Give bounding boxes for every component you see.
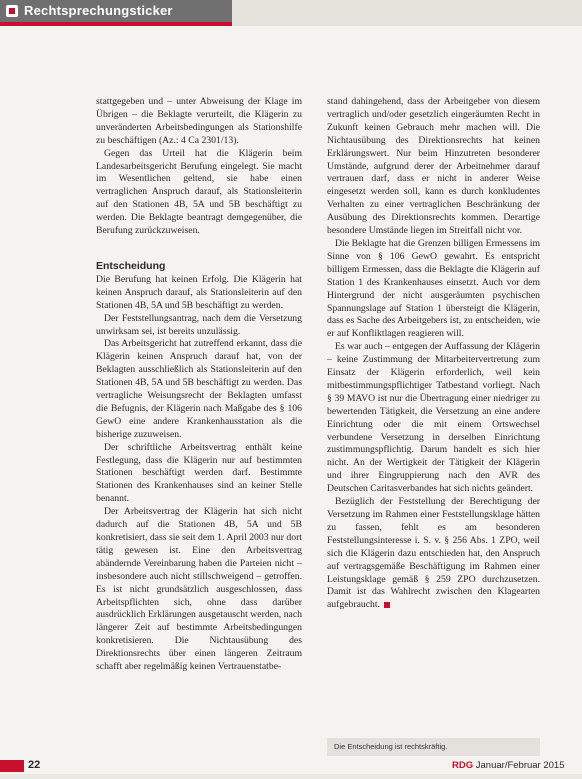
section-header-tab (0, 0, 232, 26)
decision-paragraph-2: Der Feststellungsantrag, nach dem die Versetzung unwirksam sei, ist bereits unzulässig. (96, 312, 302, 337)
footer-issue: Januar/Februar 2015 (475, 760, 565, 771)
section-title: Rechtsprechungsticker (24, 3, 173, 18)
footer-brand: RDG (452, 760, 474, 771)
section-heading-entscheidung: Entscheidung (96, 259, 166, 272)
left-paragraph-2: Gegen das Urteil hat die Klägerin beim Landesarbeitsgericht Berufung eingelegt. Sie macht im Wesentlichen geltend, sie habe einen vertraglichen Anspruch darauf, als Stationsleiterin auf den Stationen 4B, 5A und 5B beschäftigt zu werden. Die Beklagte beantragt demgegenüber, die Berufung zurückzuweisen. (96, 147, 302, 237)
right-paragraph-1: stand dahingehend, dass der Arbeitgeber von diesem vertraglich und/oder gesetzlich eingeräumten Recht in Zukunft keinen Gebrauch mehr machen will. Die Nichtausübung des Direktionsrechts hat keinen Erklärungswert. Nur beim Hinzutreten besonderer Umstände, aufgrund derer der Arbeitnehmer darauf vertrauen darf, dass er nicht in anderer Weise eingesetzt werden soll, kann es durch konkludentes Verhalten zu einer vertraglichen Beschränkung der Ausübung des Direktionsrechts kommen. Derartige besondere Umstände liegen im Streitfall nicht vor. (327, 96, 540, 237)
decision-paragraph-3: Das Arbeitsgericht hat zutreffend erkannt, dass die Klägerin keinen Anspruch darauf hat, von der Beklagten ausschließlich als Stationsleiterin auf den Stationen 4B, 5A und 5B beschäftigt zu werden. Das vertragliche Weisungsrecht der Beklagten umfasst die Befugnis, der Klägerin nach Maßgabe des § 106 GewO eine andere Krankenhausstation als die bisherige zuzuweisen. (96, 338, 302, 440)
right-paragraph-3: Es war auch – entgegen der Auffassung der Klägerin – keine Zustimmung der Mitarbeitervertretung zum Einsatz der Klägerin erforderlich, weil kein mitbestimmungspflichtiger Tatbestand vorliegt. Nach § 39 MAVO ist nur die Übertragung einer niedriger zu bewertenden Tätigkeit, die Versetzung an eine andere Einrichtung oder die mit einem Ortswechsel verbundene Versetzung in derselben Einrichtung zustimmungspflichtig. Darum handelt es sich hier nicht. An der Wertigkeit der Tätigkeit der Klägerin und ihrer Eingruppierung nach den AVR des Deutschen Caritasverbandes hat sich nichts geändert. (327, 341, 540, 495)
footer-accent-square (0, 760, 24, 772)
note-text: Die Entscheidung ist rechtskräftig. (334, 742, 448, 751)
page-number: 22 (28, 759, 41, 771)
footer-publication (452, 760, 565, 771)
decision-paragraph-5: Der Arbeitsvertrag der Klägerin hat sich nicht dadurch auf die Stationen 4B, 5A und 5B konkretisiert, dass sie seit dem 1. April 2003 nur dort tätig gewesen ist. Eine den Arbeitsvertrag abändernde Vereinbarung haben die Parteien nicht – insbesondere auch nicht stillschweigend – getroffen. Es ist nicht grundsätzlich ausgeschlossen, dass Arbeitspflichten sich, ohne dass darüber ausdrücklich Erklärungen ausgetauscht werden, nach längerer Zeit auf bestimmte Arbeitsbedingungen konkretisieren. Die Nichtausübung des Direktionsrechts über einen längeren Zeitraum schafft aber regelmäßig keinen Vertrauenstatbe- (96, 506, 302, 673)
decision-paragraph-1: Die Berufung hat keinen Erfolg. Die Klägerin hat keinen Anspruch darauf, als Stationsleiterin auf den Stationen 4B, 5A und 5B beschäftigt zu werden. (96, 273, 302, 311)
right-paragraph-4-text: Bezüglich der Feststellung der Berechtigung der Versetzung im Rahmen einer Feststellungsklage hätten zu fassen, fehlt es am besonderen Feststellungsinteresse i. S. v. § 256 Abs. 1 ZPO, weil sich die Klägerin dazu entschieden hat, den Anspruch auf vertragsgemäße Beschäftigung im Rahmen einer Leistungsklage gemäß § 259 ZPO durchzusetzen. Damit ist das Wahlrecht zwischen den Klagearten aufgebraucht. (327, 496, 540, 611)
footer-divider (0, 774, 582, 779)
end-mark-icon (384, 602, 390, 608)
section-marker-icon (6, 5, 18, 17)
right-paragraph-4 (327, 496, 540, 612)
right-paragraph-2: Die Beklagte hat die Grenzen billigen Ermessens im Sinne von § 106 GewO gewahrt. Es entspricht billigem Ermessen, dass die Beklagte die Klägerin auf Station 1 des Krankenhauses einsetzt. Auch vor dem Hintergrund der nicht ausgeräumten psychischen Spannungslage auf Station 1 übersteigt die Klägerin, dass es Sache des Arbeitgebers ist, zu entscheiden, wie er auf Konfliktlagen reagieren will. (327, 237, 540, 340)
left-column (96, 96, 302, 674)
left-paragraph-1: stattgegeben und – unter Abweisung der Klage im Übrigen – die Beklagte verurteilt, die Klägerin zu unveränderten Arbeitsbedingungen als Stationshilfe zu beschäftigen (Az.: 4 Ca 2301/13). (96, 96, 302, 146)
decision-paragraph-4: Der schriftliche Arbeitsvertrag enthält keine Festlegung, dass die Klägerin nur auf bestimmten Stationen beschäftigt werden darf. Bestimmte Stationen des Krankenhauses sind an keiner Stelle benannt. (96, 441, 302, 505)
right-column (327, 96, 540, 612)
